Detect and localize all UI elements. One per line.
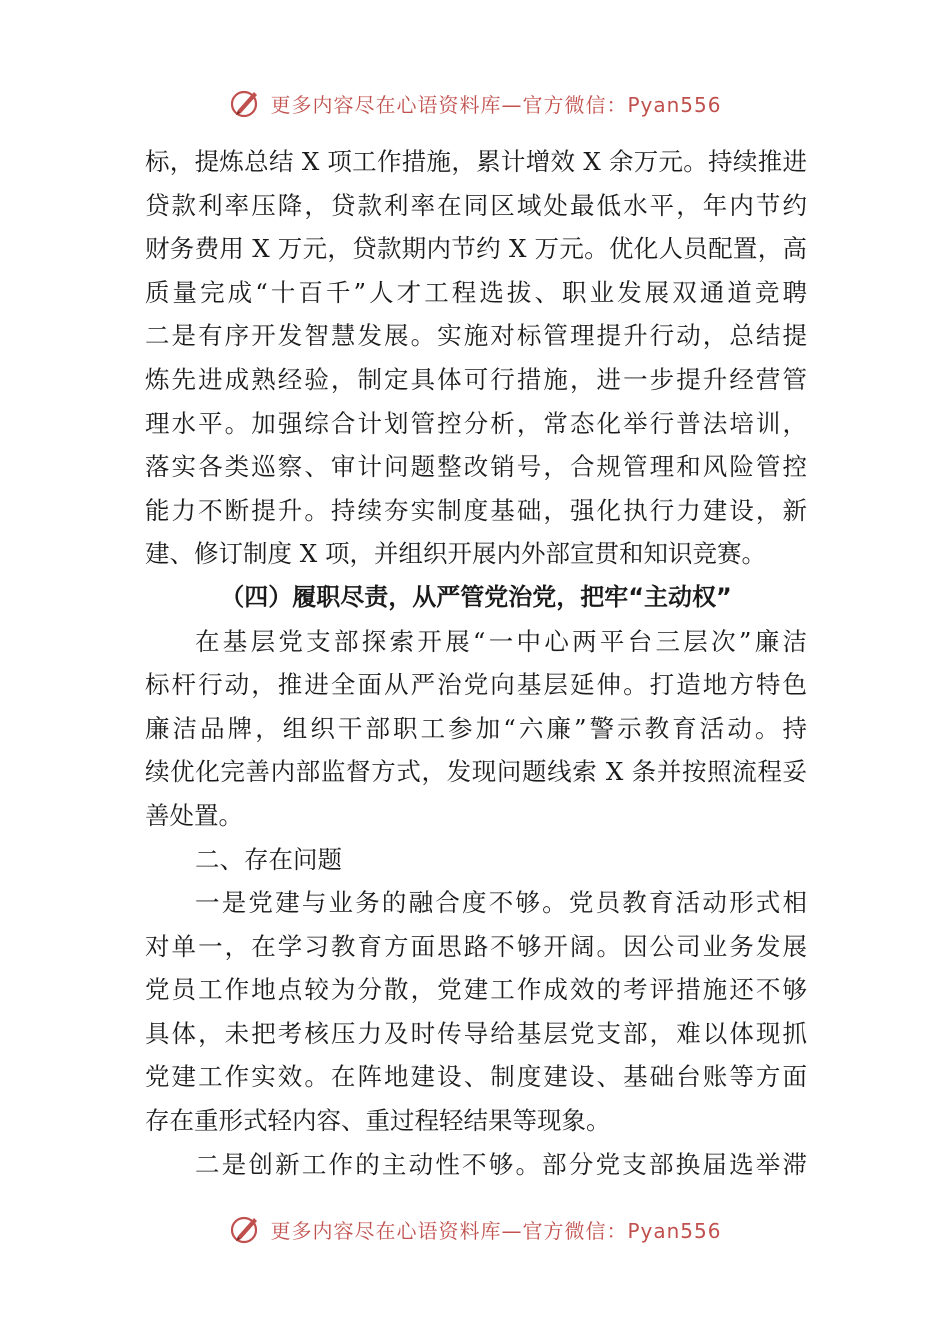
text-line: 财务费用 X 万元，贷款期内节约 X 万元。优化人员配置，高	[145, 234, 807, 264]
watermark-text: 更多内容尽在心语资料库—官方微信：Pyan556	[270, 92, 722, 117]
pen-circle-icon	[228, 1212, 262, 1246]
text-line: 建、修订制度 X 项，并组织开展内外部宣贯和知识竞赛。	[145, 539, 767, 569]
text-line: 标杆行动，推进全面从严治党向基层延伸。打造地方特色	[145, 670, 807, 700]
section-heading: （四）履职尽责，从严管党治党，把牢“主动权”	[220, 582, 732, 611]
text-line: 能力不断提升。持续夯实制度基础，强化执行力建设，新	[145, 495, 807, 525]
document-body	[145, 140, 807, 1186]
watermark-header	[0, 83, 950, 123]
text-line: 质量完成“十百千”人才工程选拔、职业发展双通道竞聘	[145, 277, 807, 307]
text-line: 在基层党支部探索开展“一中心两平台三层次”廉洁	[195, 626, 807, 656]
pen-circle-icon	[228, 86, 262, 120]
text-line: 具体，未把考核压力及时传导给基层党支部，难以体现抓	[145, 1018, 807, 1048]
text-line: 落实各类巡察、审计问题整改销号，合规管理和风险管控	[145, 452, 807, 482]
text-line: 一是党建与业务的融合度不够。党员教育活动形式相	[195, 888, 807, 918]
text-line: 续优化完善内部监督方式，发现问题线索 X 条并按照流程妥	[145, 757, 807, 787]
text-line: 善处置。	[145, 800, 243, 830]
text-line: 党建工作实效。在阵地建设、制度建设、基础台账等方面	[145, 1062, 807, 1092]
text-line: 贷款利率压降，贷款利率在同区域处最低水平，年内节约	[145, 190, 807, 220]
text-line: 炼先进成熟经验，制定具体可行措施，进一步提升经营管	[145, 364, 807, 394]
text-line: 理水平。加强综合计划管控分析，常态化举行普法培训，	[145, 408, 807, 438]
text-line: 二是有序开发智慧发展。实施对标管理提升行动，总结提	[145, 321, 807, 351]
text-line: 标，提炼总结 X 项工作措施，累计增效 X 余万元。持续推进	[145, 147, 807, 176]
section-title: 二、存在问题	[195, 844, 342, 874]
watermark-text: 更多内容尽在心语资料库—官方微信：Pyan556	[270, 1218, 722, 1243]
text-line: 对单一，在学习教育方面思路不够开阔。因公司业务发展	[145, 931, 807, 961]
text-line: 廉洁品牌，组织干部职工参加“六廉”警示教育活动。持	[145, 713, 807, 743]
watermark-footer	[0, 1209, 950, 1249]
text-line: 存在重形式轻内容、重过程轻结果等现象。	[145, 1106, 611, 1136]
text-line: 党员工作地点较为分散，党建工作成效的考评措施还不够	[145, 975, 807, 1005]
text-line: 二是创新工作的主动性不够。部分党支部换届选举滞	[195, 1149, 807, 1179]
